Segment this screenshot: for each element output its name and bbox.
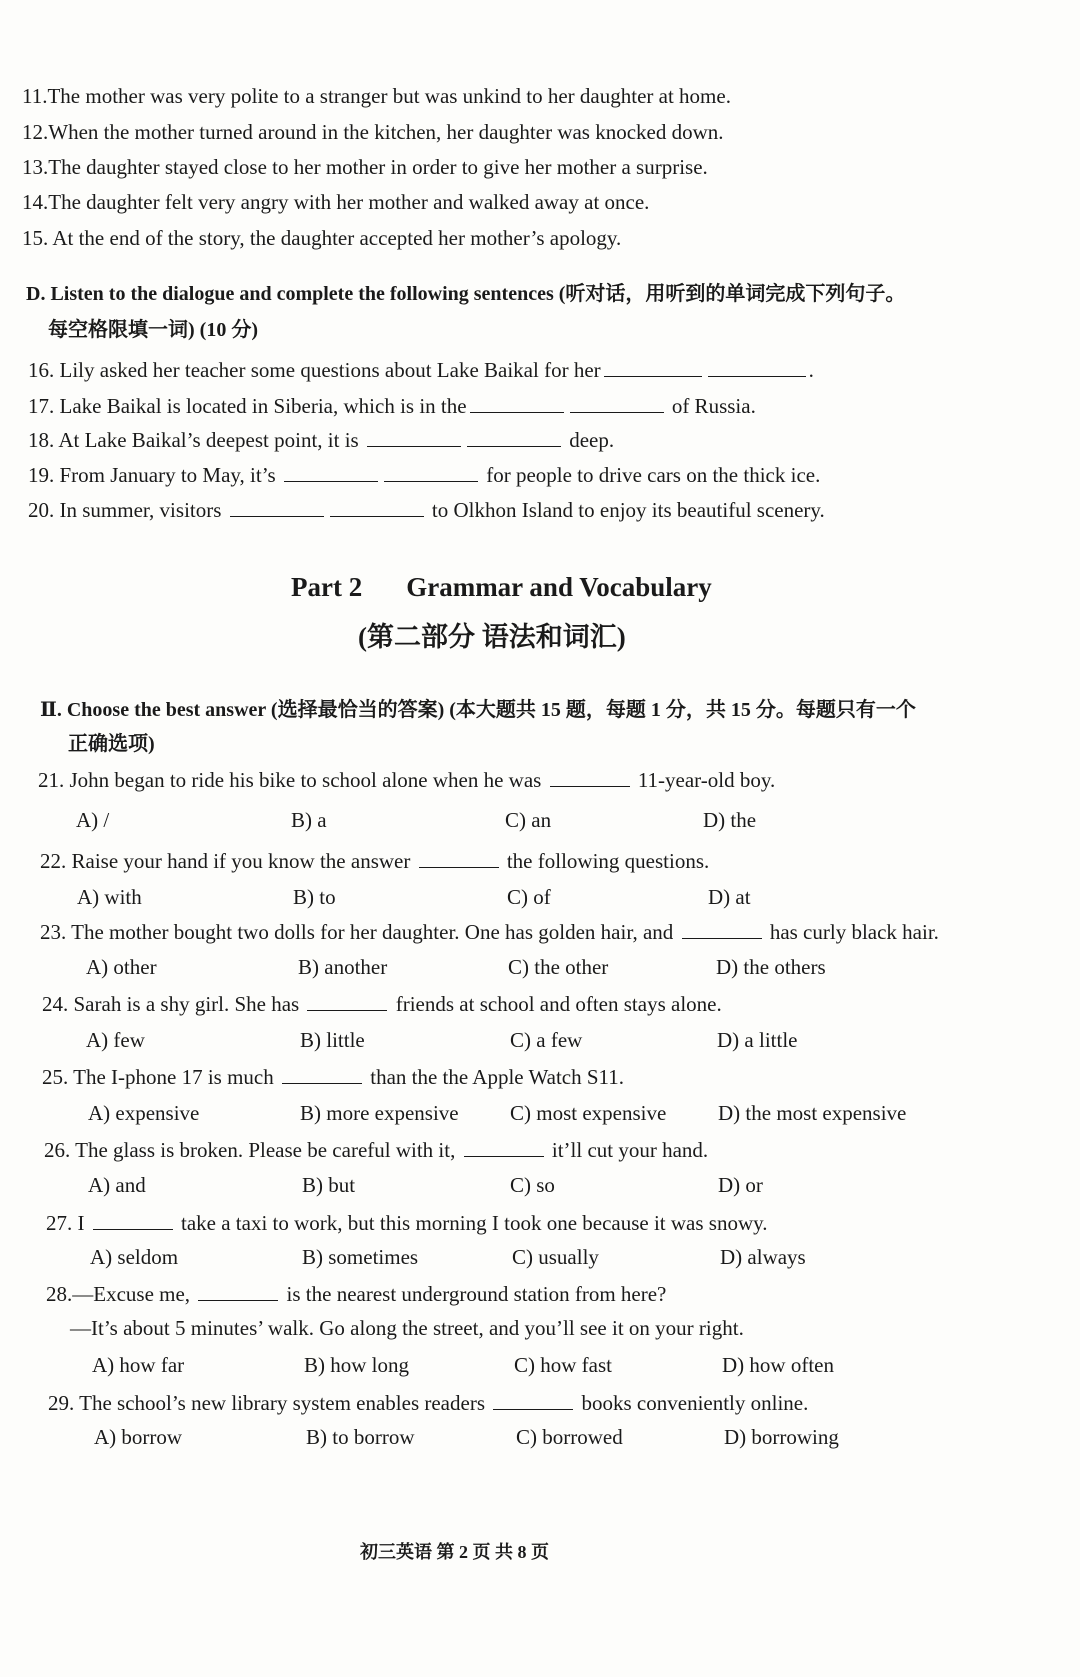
option-b[interactable]: B) how long [304,1353,409,1377]
option-a[interactable]: A) / [76,808,110,832]
question-29 [48,1391,808,1414]
question-16 [28,358,814,381]
question-text-end: books conveniently online. [581,1391,809,1415]
question-16-text: 16. Lily asked her teacher some questions about Lake Baikal for her [28,358,601,382]
option-b[interactable]: B) to [293,885,336,909]
part-2-name: Grammar and Vocabulary [406,572,712,602]
question-17-text: 17. Lake Baikal is located in Siberia, which is in the [28,394,467,418]
option-b[interactable]: B) more expensive [300,1101,459,1125]
option-d[interactable]: D) or [718,1173,763,1197]
section-ii-heading: Ⅱ. Choose the best answer (选择最恰当的答案) (本大题共 15 题，每题 1 分，共 15 分。每题只有一个 [40,699,916,721]
question-text: 28.—Excuse me, [46,1282,191,1306]
answer-blank[interactable] [282,1065,362,1084]
question-20-text: 20. In summer, visitors [28,498,222,522]
question-text: 26. The glass is broken. Please be careful with it, [44,1138,456,1162]
question-text-end: than the the Apple Watch S11. [370,1065,625,1089]
part-2-subtitle: (第二部分 语法和词汇) [358,622,626,652]
part-2-title [291,574,712,601]
question-19-text: 19. From January to May, it’s [28,463,276,487]
option-b[interactable]: B) but [302,1173,356,1197]
option-a[interactable]: A) other [86,955,157,979]
question-text-end: friends at school and often stays alone. [395,992,722,1016]
answer-blank[interactable] [367,428,461,447]
answer-blank[interactable] [493,1391,573,1410]
page-footer: 初三英语 第 2 页 共 8 页 [360,1542,549,1562]
option-a[interactable]: A) with [77,885,142,909]
option-d[interactable]: D) borrowing [724,1425,839,1449]
answer-blank[interactable] [330,498,424,517]
option-a[interactable]: A) expensive [88,1101,200,1125]
statement-12: 12.When the mother turned around in the kitchen, her daughter was knocked down. [22,120,724,144]
statement-13: 13.The daughter stayed close to her mother in order to give her mother a surprise. [22,155,708,179]
option-b[interactable]: B) another [298,955,388,979]
answer-blank[interactable] [93,1211,173,1230]
option-d[interactable]: D) always [720,1245,806,1269]
answer-blank[interactable] [467,428,561,447]
option-c[interactable]: C) a few [510,1028,583,1052]
option-d[interactable]: D) how often [722,1353,834,1377]
answer-blank[interactable] [198,1282,278,1301]
question-20 [28,498,825,521]
option-d[interactable]: D) at [708,885,751,909]
question-17 [28,394,756,417]
answer-blank[interactable] [708,358,806,377]
question-28-reply: —It’s about 5 minutes’ walk. Go along the street, and you’ll see it on your right. [70,1316,744,1340]
option-a[interactable]: A) borrow [94,1425,183,1449]
answer-blank[interactable] [230,498,324,517]
section-d-heading-cont: 每空格限填一词) (10 分) [48,319,258,341]
answer-blank[interactable] [384,463,478,482]
answer-blank[interactable] [464,1138,544,1157]
question-17-end: of Russia. [671,394,756,418]
part-2-label: Part 2 [291,572,363,602]
question-19-end: for people to drive cars on the thick ice. [486,463,821,487]
question-20-end: to Olkhon Island to enjoy its beautiful scenery. [431,498,825,522]
question-text: 25. The I-phone 17 is much [42,1065,274,1089]
question-26 [44,1138,708,1161]
section-ii-heading-cont: 正确选项) [68,733,155,755]
question-23 [40,920,939,943]
option-d[interactable]: D) the others [716,955,826,979]
answer-blank[interactable] [604,358,702,377]
option-b[interactable]: B) little [300,1028,365,1052]
question-text-end: 11-year-old boy. [637,768,776,792]
statement-11: 11.The mother was very polite to a stranger but was unkind to her daughter at home. [22,84,731,108]
option-b[interactable]: B) sometimes [302,1245,419,1269]
answer-blank[interactable] [307,992,387,1011]
question-27 [46,1211,768,1234]
question-text-end: take a taxi to work, but this morning I took one because it was snowy. [181,1211,768,1235]
option-b[interactable]: B) to borrow [306,1425,415,1449]
option-a[interactable]: A) seldom [90,1245,179,1269]
question-text: 22. Raise your hand if you know the answer [40,849,411,873]
question-text: 23. The mother bought two dolls for her daughter. One has golden hair, and [40,920,674,944]
question-18 [28,428,614,451]
question-text-end: it’ll cut your hand. [551,1138,709,1162]
option-c[interactable]: C) of [507,885,551,909]
question-text: 27. I [46,1211,85,1235]
question-28 [46,1282,666,1305]
question-24 [42,992,722,1015]
option-d[interactable]: D) the most expensive [718,1101,907,1125]
answer-blank[interactable] [470,394,564,413]
answer-blank[interactable] [682,920,762,939]
option-c[interactable]: C) an [505,808,552,832]
answer-blank[interactable] [570,394,664,413]
answer-blank[interactable] [550,768,630,787]
option-c[interactable]: C) the other [508,955,609,979]
question-text: 29. The school’s new library system enables readers [48,1391,485,1415]
option-b[interactable]: B) a [291,808,327,832]
option-c[interactable]: C) usually [512,1245,599,1269]
section-d-heading: D. Listen to the dialogue and complete the following sentences (听对话，用听到的单词完成下列句子。 [26,283,906,305]
option-c[interactable]: C) so [510,1173,555,1197]
question-19 [28,463,820,486]
question-text: 24. Sarah is a shy girl. She has [42,992,300,1016]
option-a[interactable]: A) how far [92,1353,185,1377]
question-21 [38,768,775,791]
question-18-end: deep. [569,428,615,452]
option-c[interactable]: C) borrowed [516,1425,623,1449]
statement-14: 14.The daughter felt very angry with her mother and walked away at once. [22,190,650,214]
option-c[interactable]: C) most expensive [510,1101,667,1125]
statement-15: 15. At the end of the story, the daughter accepted her mother’s apology. [22,226,622,250]
question-16-end: . [808,358,814,382]
answer-blank[interactable] [284,463,378,482]
question-text-end: has curly black hair. [769,920,939,944]
option-c[interactable]: C) how fast [514,1353,612,1377]
option-d[interactable]: D) the [703,808,757,832]
question-text-end: the following questions. [506,849,710,873]
answer-blank[interactable] [419,849,499,868]
option-a[interactable]: A) few [86,1028,145,1052]
question-text: 21. John began to ride his bike to school alone when he was [38,768,542,792]
option-a[interactable]: A) and [88,1173,146,1197]
question-22 [40,849,709,872]
question-25 [42,1065,624,1088]
question-text-end: is the nearest underground station from here? [286,1282,667,1306]
question-18-text: 18. At Lake Baikal’s deepest point, it is [28,428,359,452]
option-d[interactable]: D) a little [717,1028,798,1052]
